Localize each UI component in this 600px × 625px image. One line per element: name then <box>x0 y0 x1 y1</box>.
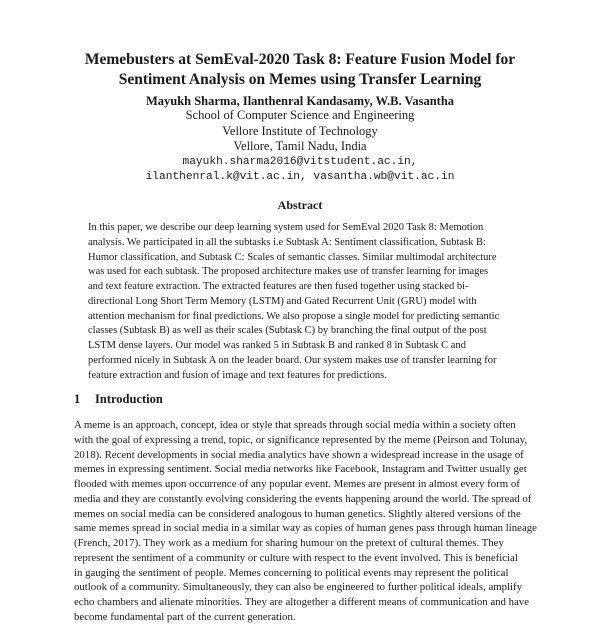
body-line: echo chambers and alienate minorities. They are altogether a different means of communication and have <box>74 596 529 608</box>
affiliation-block <box>40 108 560 186</box>
body-line: media and they are constantly evolving considering the events happening around the world. The spread of <box>74 492 532 505</box>
abstract-line: LSTM dense layers. Our model was ranked 5 in Subtask B and ranked 8 in Subtask C and <box>88 340 466 351</box>
abstract-line: Humor classification, and Subtask C: Scales of semantic classes. Similar multimodal architecture <box>88 251 497 263</box>
body-line: memes on social media can be considered analogous to human genetics. Slightly altered versions of the <box>74 507 521 520</box>
body-line: memes in expressing sentiment. Social media networks like Facebook, Instagram and Twitter usually get <box>74 463 527 476</box>
abstract-line: In this paper, we describe our deep learning system used for SemEval 2020 Task 8: Memotion <box>88 222 484 233</box>
affiliation-line: School of Computer Science and Engineering <box>185 108 415 122</box>
body-line: same memes spread in social media in a similar way as copies of human genes pass through human lineage <box>74 522 537 535</box>
abstract-line: was used for each subtask. The proposed architecture makes use of transfer learning for images <box>88 266 489 278</box>
body-line: 2018). Recent developments in social media analytics have shown a widespread increase in the usage of <box>74 448 524 461</box>
abstract-heading: Abstract <box>277 198 323 212</box>
abstract-line: and text feature extraction. The extracted features are then fused together using stacked bi- <box>88 281 469 292</box>
section-number: 1 <box>74 392 81 406</box>
body-line: represent the sentiment of a community or culture with respect to the event involved. This is beneficial <box>74 551 518 564</box>
body-line: A meme is an approach, concept, idea or style that spreads through social media within a society often <box>74 419 516 431</box>
section-heading-introduction <box>74 392 163 407</box>
body-line: with the goal of expressing a trend, topic, or significance represented by the meme (Peirson and Tolunay, <box>74 433 528 446</box>
paper-title <box>40 50 560 90</box>
abstract-line: directional Long Short Term Memory (LSTM) and Gated Recurrent Unit (GRU) model with <box>88 295 477 307</box>
abstract-line: attention mechanism for final predictions. We also propose a single model for predicting semantic <box>88 310 500 322</box>
introduction-body <box>74 418 537 625</box>
section-title: Introduction <box>95 392 163 406</box>
affiliation-line: Vellore Institute of Technology <box>222 123 378 138</box>
abstract-line: feature extraction and fusion of image and text features for predictions. <box>88 369 387 381</box>
affiliation-line: Vellore, Tamil Nadu, India <box>233 139 367 153</box>
body-line: (French, 2017). They work as a medium for sharing humour on the pretext of cultural themes. They <box>74 537 504 549</box>
email-line: ilanthenral.k@vit.ac.in, vasantha.wb@vit.ac.in <box>145 171 455 183</box>
title-line: Memebusters at SemEval-2020 Task 8: Feature Fusion Model for <box>84 51 516 68</box>
email-line: mayukh.sharma2016@vitstudent.ac.in, <box>182 155 418 168</box>
abstract-line: performed nicely in Subtask A on the leader board. Our system makes use of transfer learning for <box>88 354 497 366</box>
title-line: Sentiment Analysis on Memes using Transfer Learning <box>118 71 482 88</box>
abstract-line: classes (Subtask B) as well as their scales (Subtask C) by branching the final output of the post <box>88 325 487 337</box>
author-list: Mayukh Sharma, Ilanthenral Kandasamy, W.B. Vasantha <box>145 94 455 108</box>
abstract-body <box>88 221 513 383</box>
body-line: become fundamental part of the current generation. <box>74 610 296 623</box>
abstract-line: analysis. We participated in all the subtasks i.e Subtask A: Sentiment classification, Subtask B: <box>88 236 486 248</box>
body-line: in gauging the sentiment of people. Memes concerning to political events may represent the political <box>74 566 509 579</box>
body-line: outlook of a community. Simultaneously, they can also be engineered to further political ideals, amplify <box>74 581 523 594</box>
body-line: flooded with memes upon occurrence of any popular event. Memes are present in almost every form of <box>74 478 520 490</box>
